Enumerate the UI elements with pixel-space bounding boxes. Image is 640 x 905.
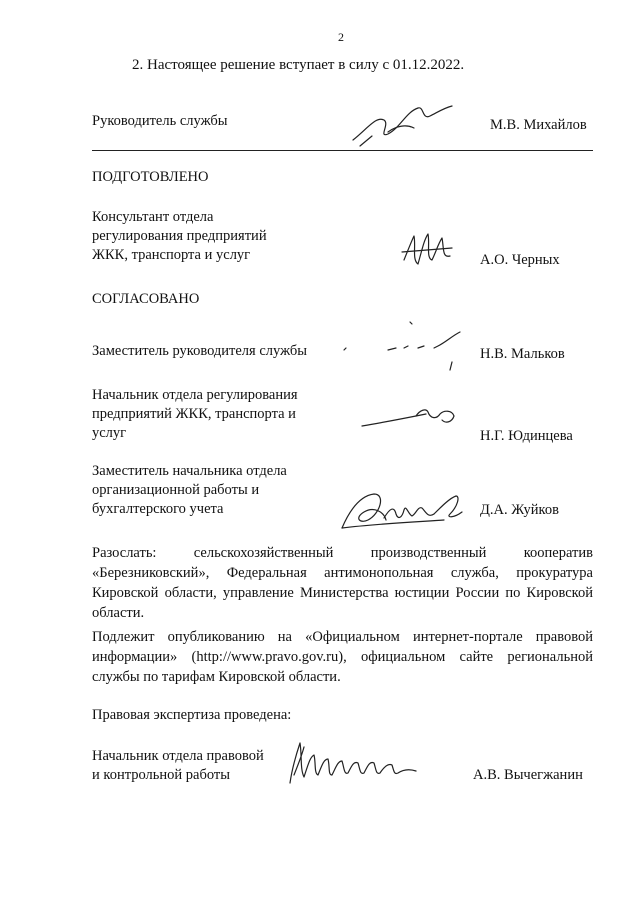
legal-position-line-2: и контрольной работы <box>92 767 230 783</box>
approved-3-position-line-1: Заместитель начальника отдела <box>92 463 287 479</box>
signature-legal <box>282 735 442 790</box>
approved-1-name: Н.В. Мальков <box>480 346 565 362</box>
prepared-position-line-3: ЖКК, транспорта и услуг <box>92 247 251 263</box>
signature-approved-2 <box>356 400 466 440</box>
publication-paragraph: Подлежит опубликованию на «Официальном интернет-портале правовой информации» (http://www.pravo.gov.ru), официальном сайте региональной службы по тарифам Кировской области. <box>92 629 593 685</box>
prepared-position-line-2: регулирования предприятий <box>92 228 267 244</box>
approved-heading: СОГЛАСОВАНО <box>92 291 200 307</box>
approved-3-position-line-2: организационной работы и <box>92 482 260 498</box>
divider-line <box>92 150 593 151</box>
head-position: Руководитель службы <box>92 113 228 129</box>
legal-review-note: Правовая экспертиза проведена: <box>92 707 292 723</box>
legal-name: А.В. Вычегжанин <box>473 767 583 783</box>
legal-position-line-1: Начальник отдела правовой <box>92 748 264 764</box>
prepared-position-line-1: Консультант отдела <box>92 209 214 225</box>
page-number: 2 <box>338 30 344 44</box>
approved-3-name: Д.А. Жуйков <box>480 502 559 518</box>
signature-approved-3 <box>334 484 474 536</box>
approved-2-position-line-2: предприятий ЖКК, транспорта и <box>92 406 296 422</box>
signature-head <box>348 98 458 150</box>
approved-2-name: Н.Г. Юдинцева <box>480 428 573 444</box>
approved-1-position-line-1: Заместитель руководителя службы <box>92 343 308 359</box>
signature-approved-1 <box>338 318 468 378</box>
signature-prepared <box>398 230 458 275</box>
prepared-heading: ПОДГОТОВЛЕНО <box>92 169 209 185</box>
head-name: М.В. Михайлов <box>490 117 587 133</box>
distribution-paragraph: Разослать: сельскохозяйственный производственный кооператив «Березниковский», Федеральная антимонопольная служба, прокуратура Кировской области, управление Министерства юстиции России по Кировской области. <box>92 545 593 621</box>
prepared-name: А.О. Черных <box>480 252 560 268</box>
approved-2-position-line-1: Начальник отдела регулирования <box>92 387 298 403</box>
approved-2-position-line-3: услуг <box>92 425 127 441</box>
decision-item-2: 2. Настоящее решение вступает в силу с 01.12.2022. <box>132 57 465 73</box>
approved-3-position-line-3: бухгалтерского учета <box>92 501 224 517</box>
